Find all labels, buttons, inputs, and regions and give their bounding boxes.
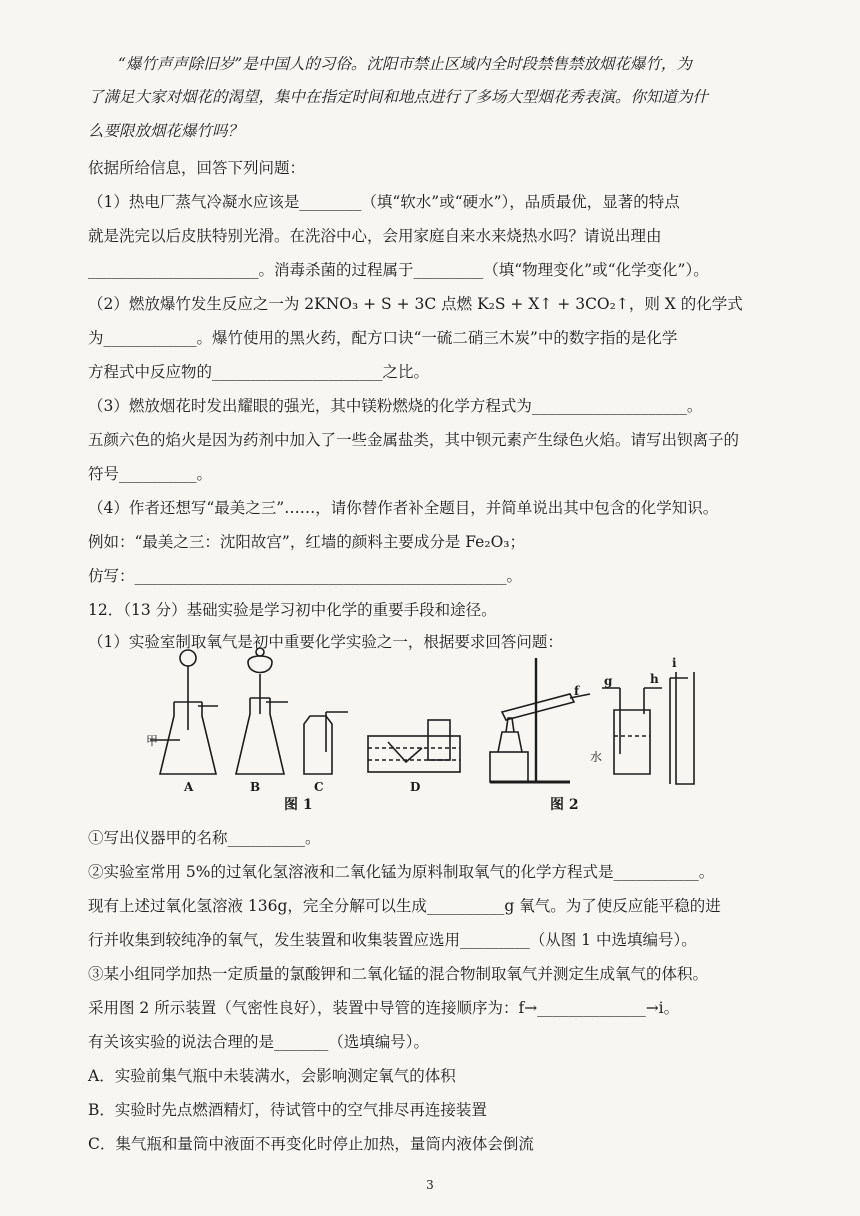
label-water: 水 (590, 750, 603, 764)
question-4: （4）作者还想写“最美之三”……，请你替作者补全题目，并简单说出其中包含的化学知识。 (88, 499, 719, 517)
text-line: 五颜六色的焰火是因为药剂中加入了一些金属盐类，其中钡元素产生绿色火焰。请写出钡离子的 (88, 431, 740, 449)
text-line: 么要限放烟花爆竹吗？ (88, 122, 244, 140)
option-a: A．实验前集气瓶中未装满水，会影响测定氧气的体积 (88, 1067, 456, 1085)
text-line: 依据所给信息，回答下列问题： (88, 159, 306, 177)
figure-1-caption: 图 1 (284, 797, 313, 813)
text-line: ③某小组同学加热一定质量的氯酸钾和二氧化锰的混合物制取氧气并测定生成氧气的体积。 (88, 965, 709, 983)
text-line: 采用图 2 所示装置（气密性良好），装置中导管的连接顺序为：f→______________→i。 (88, 999, 680, 1017)
text-line: ②实验室常用 5%的过氧化氢溶液和二氧化锰为原料制取氧气的化学方程式是___________。 (88, 863, 715, 881)
label-g: g (604, 674, 613, 688)
apparatus-d (368, 720, 460, 772)
label-h: h (650, 672, 659, 686)
label-f: f (574, 684, 580, 698)
text-line: ①写出仪器甲的名称__________。 (88, 829, 321, 847)
label-d: D (410, 780, 421, 794)
text-line: 现有上述过氧化氢溶液 136g，完全分解可以生成__________g 氧气。为了使反应能平稳的进 (88, 897, 721, 915)
label-b: B (250, 780, 261, 794)
apparatus-a (150, 650, 218, 774)
text-line: 方程式中反应物的______________________之比。 (88, 363, 430, 381)
text-line: 有关该实验的说法合理的是_______（选填编号）。 (88, 1033, 430, 1051)
text-line: 为____________。爆竹使用的黑火药，配方口诀“一硫二硝三木炭”中的数字指的是化学 (88, 329, 678, 347)
apparatus-drawing (150, 644, 730, 804)
question-1: （1）热电厂蒸气冷凝水应该是________（填“软水”或“硬水”），品质最优，显著的特点 (88, 193, 680, 211)
label-a: A (184, 780, 194, 794)
label-jia: 甲 (146, 734, 159, 748)
text-line: 行并收集到较纯净的氧气，发生装置和收集装置应选用_________（从图 1 中选填编号）。 (88, 931, 697, 949)
text-line: 就是洗完以后皮肤特别光滑。在洗浴中心，会用家庭自来水来烧热水吗？请说出理由 (88, 227, 662, 245)
apparatus-figures (146, 644, 730, 804)
option-c: C．集气瓶和量筒中液面不再变化时停止加热，量筒内液体会倒流 (88, 1135, 534, 1153)
question-12-heading: 12．（13 分）基础实验是学习初中化学的重要手段和途径。 (88, 601, 497, 619)
text-line: （1）实验室制取氧气是初中重要化学实验之一，根据要求回答问题： (88, 633, 563, 651)
label-c: C (314, 780, 324, 794)
apparatus-c (304, 712, 348, 774)
figure-2-caption: 图 2 (550, 797, 579, 813)
text-line: 符号__________。 (88, 465, 213, 483)
question-3: （3）燃放烟花时发出耀眼的强光，其中镁粉燃烧的化学方程式为____________________。 (88, 397, 703, 415)
label-i: i (672, 656, 677, 670)
apparatus-b (236, 648, 288, 774)
page-number: 3 (426, 1178, 434, 1192)
text-line: 仿写：________________________________________________。 (88, 567, 523, 585)
apparatus-heating (490, 658, 590, 782)
text-line: “爆竹声声除旧岁”是中国人的习俗。沈阳市禁止区域内全时段禁售禁放烟花爆竹，为 (118, 55, 692, 73)
apparatus-collection (602, 672, 694, 784)
text-line: 例如：“最美之三：沈阳故宫”，红墙的颜料主要成分是 Fe₂O₃； (88, 533, 525, 551)
text-line: ______________________。消毒杀菌的过程属于_________（填“物理变化”或“化学变化”）。 (88, 261, 709, 279)
question-2: （2）燃放爆竹发生反应之一为 2KNO₃ + S + 3C 点燃 K₂S + X↑ + 3CO₂↑，则 X 的化学式 (88, 295, 743, 313)
text-line: 了满足大家对烟花的渴望，集中在指定时间和地点进行了多场大型烟花秀表演。你知道为什 (88, 88, 709, 106)
option-b: B．实验时先点燃酒精灯，待试管中的空气排尽再连接装置 (88, 1101, 487, 1119)
